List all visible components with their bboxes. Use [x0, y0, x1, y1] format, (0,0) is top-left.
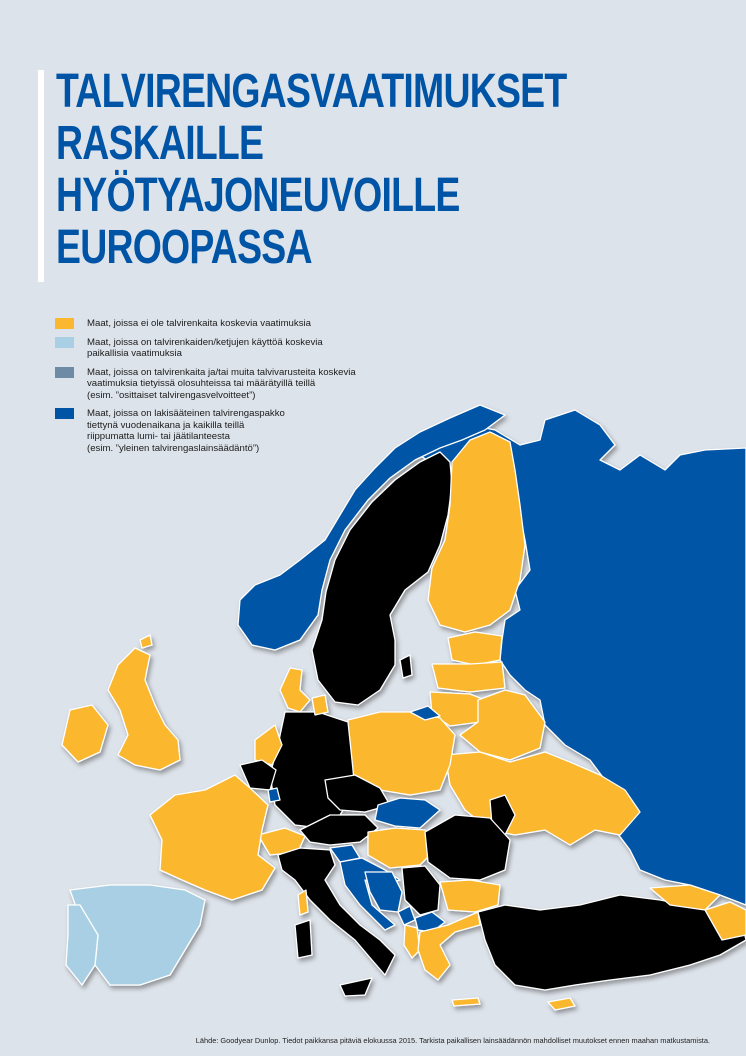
country-sicily: [340, 978, 372, 996]
country-denmark: [280, 668, 310, 712]
country-estonia: [448, 632, 502, 665]
legend-swatch-grayblue: [55, 367, 74, 378]
country-albania: [404, 925, 420, 958]
country-uk-islands: [140, 635, 152, 648]
country-gotland: [400, 655, 412, 678]
map-legend: [55, 318, 425, 461]
legend-item-local-requirement: [55, 337, 425, 360]
legend-item-conditional-requirement: [55, 367, 425, 402]
title-line-4: EUROOPASSA: [56, 221, 312, 274]
title-line-3: HYÖTYAJONEUVOILLE: [56, 169, 460, 222]
legend-swatch-lightblue: [55, 337, 74, 348]
country-cyprus: [548, 998, 575, 1010]
legend-swatch-darkblue: [55, 408, 74, 419]
legend-label: Maat, joissa on talvirenkaiden/ketjujen käyttöä koskevia paikallisia vaatimuksia: [87, 336, 323, 359]
source-note: Lähde: Goodyear Dunlop. Tiedot paikkansa pitäviä elokuussa 2015. Tarkista paikallisen lainsäädännön mahdolliset muutokset ennen maahan matkustamista.: [195, 1036, 710, 1045]
title-line-2: RASKAILLE: [56, 117, 264, 170]
country-uk: [108, 648, 180, 770]
country-denmark-island: [312, 695, 328, 715]
legend-item-no-requirement: [55, 318, 425, 330]
country-montenegro: [398, 906, 415, 925]
country-ireland: [62, 705, 108, 762]
legend-swatch-yellow: [55, 318, 74, 329]
country-corsica: [298, 890, 308, 915]
country-france: [150, 775, 275, 900]
country-slovakia: [375, 798, 440, 828]
legend-label: Maat, joissa on talvirenkaita ja/tai muita talvivarusteita koskevia vaatimuksia tietyissä olosuhteissa tai määrätyillä teillä (esim. ”osittaiset talvirengasvelvoitteet”): [87, 366, 356, 401]
country-latvia: [432, 662, 505, 692]
country-bulgaria: [440, 880, 500, 912]
legend-label: Maat, joissa on lakisääteinen talvirengaspakko tiettynä vuodenaikana ja kaikilla teillä riippumatta lumi- tai jäätilanteesta (esim. ”yleinen talvirengaslainsäädäntö”): [87, 408, 285, 454]
country-sardinia: [295, 920, 312, 958]
title-line-1: TALVIRENGASVAATIMUKSET: [56, 65, 567, 118]
country-crete: [452, 998, 480, 1006]
legend-item-mandatory: [55, 408, 425, 454]
legend-label: Maat, joissa ei ole talvirenkaita koskevia vaatimuksia: [87, 318, 311, 329]
